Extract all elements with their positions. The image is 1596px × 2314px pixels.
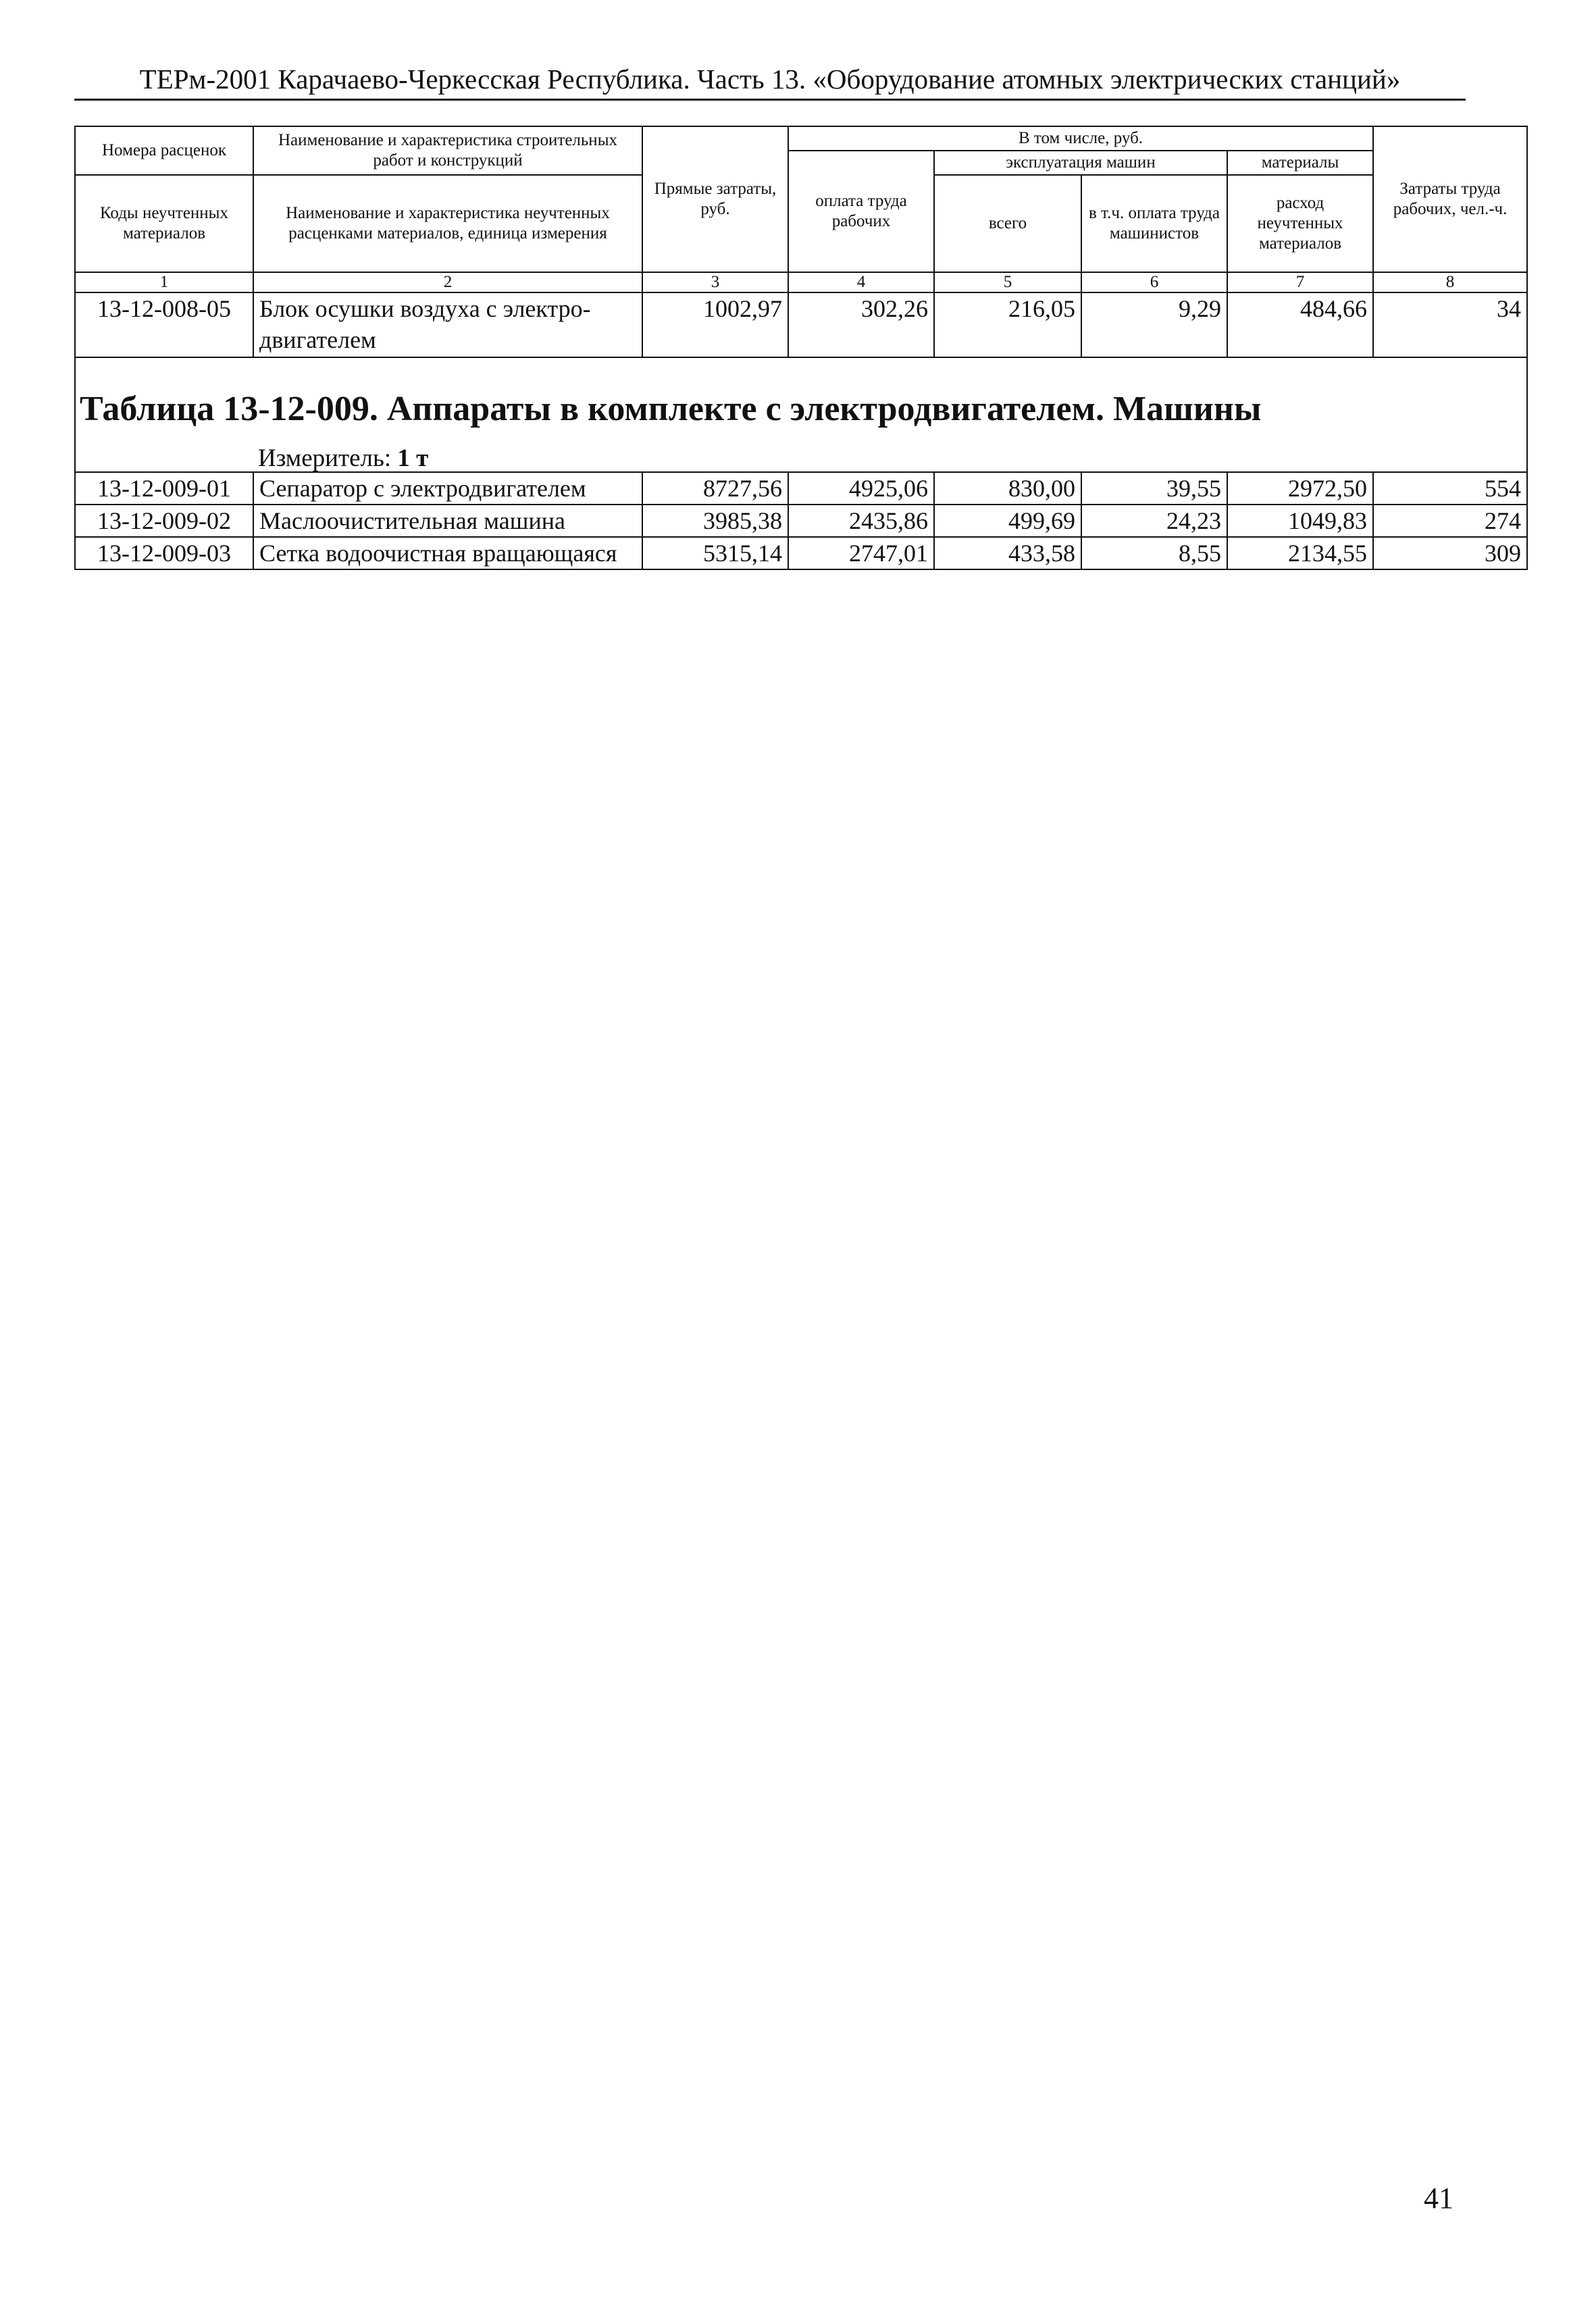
- unit-label: Измеритель:: [258, 444, 392, 472]
- section-cell: [75, 357, 1527, 472]
- header-rule: [74, 99, 1466, 101]
- machinist-pay-value: 24,23: [1081, 505, 1227, 537]
- header-work-name: Наименование и характеристика строительных работ и конструкций: [253, 126, 642, 175]
- header-materials: материалы: [1227, 151, 1373, 175]
- machines-total-value: 216,05: [934, 292, 1081, 357]
- machines-total-value: 433,58: [934, 537, 1081, 569]
- column-number: 8: [1373, 272, 1527, 292]
- materials-value: 484,66: [1227, 292, 1373, 357]
- header-rate-numbers: Номера расценок: [75, 126, 253, 175]
- worker-pay-value: 2435,86: [788, 505, 934, 537]
- labor-hours-value: 554: [1373, 472, 1527, 505]
- column-number: 7: [1227, 272, 1373, 292]
- rate-code: 13-12-009-02: [75, 505, 253, 537]
- direct-costs-value: 1002,97: [642, 292, 788, 357]
- section-row: [75, 357, 1527, 472]
- header-machinist-pay: в т.ч. оплата труда машинистов: [1081, 175, 1227, 272]
- column-number: 2: [253, 272, 642, 292]
- worker-pay-value: 302,26: [788, 292, 934, 357]
- page-header-title: ТЕРм-2001 Карачаево-Черкесская Республика. Часть 13. «Оборудование атомных электрических станций»: [139, 63, 1401, 95]
- direct-costs-value: 8727,56: [642, 472, 788, 505]
- column-number: 1: [75, 272, 253, 292]
- rate-code: 13-12-009-03: [75, 537, 253, 569]
- rate-name: Сепаратор с электродвигателем: [253, 472, 642, 505]
- header-machine-operation: эксплуатация машин: [934, 151, 1227, 175]
- header-direct-costs: Прямые затраты, руб.: [642, 126, 788, 272]
- machinist-pay-value: 8,55: [1081, 537, 1227, 569]
- column-number: 3: [642, 272, 788, 292]
- worker-pay-value: 2747,01: [788, 537, 934, 569]
- machines-total-value: 499,69: [934, 505, 1081, 537]
- section-title: Таблица 13-12-009. Аппараты в комплекте с электродвигателем. Машины: [80, 390, 1262, 428]
- labor-hours-value: 309: [1373, 537, 1527, 569]
- header-worker-pay: оплата труда рабочих: [788, 151, 934, 272]
- rate-name: Блок осушки воздуха с электро-двигателем: [253, 292, 642, 357]
- table-row: [75, 472, 1527, 505]
- column-number: 5: [934, 272, 1081, 292]
- column-number: 4: [788, 272, 934, 292]
- rates-table: [74, 126, 1528, 570]
- unit-line: [258, 444, 428, 473]
- rate-code: 13-12-008-05: [75, 292, 253, 357]
- materials-value: 2972,50: [1227, 472, 1373, 505]
- header-material-codes: Коды неучтенных материалов: [75, 175, 253, 272]
- rate-name: Маслоочистительная машина: [253, 505, 642, 537]
- materials-value: 1049,83: [1227, 505, 1373, 537]
- labor-hours-value: 34: [1373, 292, 1527, 357]
- header-unaccounted-materials: расход неучтенных материалов: [1227, 175, 1373, 272]
- header-material-name: Наименование и характеристика неучтенных расценками материалов, единица измерения: [253, 175, 642, 272]
- direct-costs-value: 5315,14: [642, 537, 788, 569]
- labor-hours-value: 274: [1373, 505, 1527, 537]
- header-machines-total: всего: [934, 175, 1081, 272]
- column-number: 6: [1081, 272, 1227, 292]
- materials-value: 2134,55: [1227, 537, 1373, 569]
- unit-value: 1 т: [397, 444, 429, 472]
- machines-total-value: 830,00: [934, 472, 1081, 505]
- machinist-pay-value: 39,55: [1081, 472, 1227, 505]
- table-row: [75, 292, 1527, 357]
- worker-pay-value: 4925,06: [788, 472, 934, 505]
- direct-costs-value: 3985,38: [642, 505, 788, 537]
- header-labor-hours: Затраты труда рабочих, чел.-ч.: [1373, 126, 1527, 272]
- table-row: [75, 537, 1527, 569]
- page-number: 41: [1424, 2182, 1453, 2215]
- header-including-group: В том числе, руб.: [788, 126, 1373, 151]
- table-row: [75, 505, 1527, 537]
- rate-code: 13-12-009-01: [75, 472, 253, 505]
- machinist-pay-value: 9,29: [1081, 292, 1227, 357]
- rate-name: Сетка водоочистная вращающаяся: [253, 537, 642, 569]
